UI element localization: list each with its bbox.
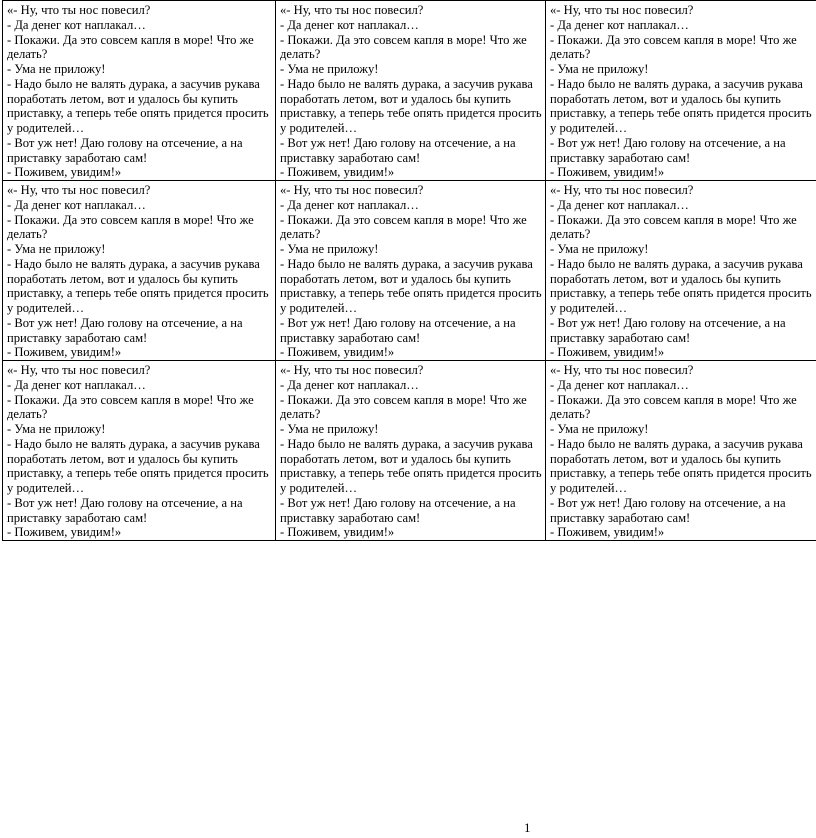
cards-row: [3, 1, 816, 181]
dialogue-line: - Поживем, увидим!»: [550, 525, 665, 540]
dialogue-line: - Покажи. Да это совсем капля в море! Что же делать?: [550, 32, 797, 62]
dialogue-line: - Покажи. Да это совсем капля в море! Что же делать?: [7, 392, 254, 422]
dialogue-line: - Надо было не валять дурака, а засучив рукава поработать летом, вот и удалось бы купить приставку, а теперь тебе опять придется просить у родителей…: [280, 436, 542, 495]
dialogue-line: - Ума не приложу!: [280, 422, 379, 436]
dialogue-line: - Вот уж нет! Даю голову на отсечение, а на приставку заработаю сам!: [280, 135, 516, 165]
dialogue-line: - Вот уж нет! Даю голову на отсечение, а на приставку заработаю сам!: [7, 495, 243, 525]
cards-body: [3, 1, 816, 541]
dialogue-line: - Вот уж нет! Даю голову на отсечение, а на приставку заработаю сам!: [7, 135, 243, 165]
dialogue-card: [276, 181, 546, 361]
dialogue-card: [546, 361, 816, 541]
dialogue-line: - Покажи. Да это совсем капля в море! Что же делать?: [280, 392, 527, 422]
dialogue-line: - Ума не приложу!: [280, 242, 379, 256]
cards-row: [3, 361, 816, 541]
dialogue-line: - Ума не приложу!: [550, 422, 649, 436]
dialogue-card: [3, 361, 276, 541]
dialogue-line: - Поживем, увидим!»: [280, 165, 395, 180]
dialogue-line: - Покажи. Да это совсем капля в море! Что же делать?: [7, 212, 254, 242]
dialogue-line: - Покажи. Да это совсем капля в море! Что же делать?: [280, 212, 527, 242]
dialogue-line: - Покажи. Да это совсем капля в море! Что же делать?: [550, 392, 797, 422]
dialogue-line: - Да денег кот наплакал…: [280, 197, 419, 212]
dialogue-line: «- Ну, что ты нос повесил?: [280, 363, 424, 377]
dialogue-line: - Поживем, увидим!»: [550, 165, 665, 180]
dialogue-card: [276, 1, 546, 181]
dialogue-line: - Да денег кот наплакал…: [280, 17, 419, 32]
dialogue-line: - Надо было не валять дурака, а засучив рукава поработать летом, вот и удалось бы купить приставку, а теперь тебе опять придется просить у родителей…: [550, 436, 812, 495]
dialogue-line: - Поживем, увидим!»: [280, 345, 395, 360]
dialogue-line: «- Ну, что ты нос повесил?: [550, 3, 694, 17]
dialogue-card: [276, 361, 546, 541]
dialogue-line: - Надо было не валять дурака, а засучив рукава поработать летом, вот и удалось бы купить приставку, а теперь тебе опять придется просить у родителей…: [550, 256, 812, 315]
dialogue-card: [546, 1, 816, 181]
dialogue-line: - Ума не приложу!: [7, 422, 106, 436]
dialogue-line: - Ума не приложу!: [7, 62, 106, 76]
dialogue-line: - Вот уж нет! Даю голову на отсечение, а на приставку заработаю сам!: [550, 315, 786, 345]
dialogue-line: - Да денег кот наплакал…: [280, 377, 419, 392]
dialogue-line: - Надо было не валять дурака, а засучив рукава поработать летом, вот и удалось бы купить приставку, а теперь тебе опять придется просить у родителей…: [280, 76, 542, 135]
page-number: 1: [524, 820, 531, 835]
dialogue-line: «- Ну, что ты нос повесил?: [280, 3, 424, 17]
dialogue-cards-table: [2, 0, 816, 541]
dialogue-line: - Вот уж нет! Даю голову на отсечение, а на приставку заработаю сам!: [7, 315, 243, 345]
dialogue-line: «- Ну, что ты нос повесил?: [7, 3, 151, 17]
dialogue-line: - Надо было не валять дурака, а засучив рукава поработать летом, вот и удалось бы купить приставку, а теперь тебе опять придется просить у родителей…: [280, 256, 542, 315]
dialogue-line: - Покажи. Да это совсем капля в море! Что же делать?: [7, 32, 254, 62]
dialogue-line: «- Ну, что ты нос повесил?: [280, 183, 424, 197]
dialogue-line: - Ума не приложу!: [7, 242, 106, 256]
dialogue-line: «- Ну, что ты нос повесил?: [7, 183, 151, 197]
dialogue-line: «- Ну, что ты нос повесил?: [550, 183, 694, 197]
dialogue-line: - Поживем, увидим!»: [7, 525, 122, 540]
dialogue-line: - Вот уж нет! Даю голову на отсечение, а на приставку заработаю сам!: [280, 315, 516, 345]
dialogue-line: - Да денег кот наплакал…: [550, 377, 689, 392]
dialogue-line: - Надо было не валять дурака, а засучив рукава поработать летом, вот и удалось бы купить приставку, а теперь тебе опять придется просить у родителей…: [7, 76, 269, 135]
dialogue-line: - Поживем, увидим!»: [7, 345, 122, 360]
dialogue-card: [3, 1, 276, 181]
dialogue-line: - Да денег кот наплакал…: [550, 17, 689, 32]
dialogue-line: - Вот уж нет! Даю голову на отсечение, а на приставку заработаю сам!: [550, 495, 786, 525]
dialogue-line: - Да денег кот наплакал…: [7, 377, 146, 392]
dialogue-line: - Ума не приложу!: [280, 62, 379, 76]
dialogue-line: - Надо было не валять дурака, а засучив рукава поработать летом, вот и удалось бы купить приставку, а теперь тебе опять придется просить у родителей…: [7, 436, 269, 495]
dialogue-line: - Ума не приложу!: [550, 62, 649, 76]
dialogue-card: [3, 181, 276, 361]
dialogue-line: «- Ну, что ты нос повесил?: [550, 363, 694, 377]
dialogue-line: - Вот уж нет! Даю голову на отсечение, а на приставку заработаю сам!: [550, 135, 786, 165]
dialogue-line: - Ума не приложу!: [550, 242, 649, 256]
dialogue-line: - Поживем, увидим!»: [550, 345, 665, 360]
dialogue-line: - Вот уж нет! Даю голову на отсечение, а на приставку заработаю сам!: [280, 495, 516, 525]
dialogue-line: - Поживем, увидим!»: [7, 165, 122, 180]
dialogue-line: - Покажи. Да это совсем капля в море! Что же делать?: [550, 212, 797, 242]
dialogue-card: [546, 181, 816, 361]
dialogue-line: - Надо было не валять дурака, а засучив рукава поработать летом, вот и удалось бы купить приставку, а теперь тебе опять придется просить у родителей…: [550, 76, 812, 135]
cards-row: [3, 181, 816, 361]
dialogue-line: «- Ну, что ты нос повесил?: [7, 363, 151, 377]
dialogue-line: - Да денег кот наплакал…: [7, 17, 146, 32]
dialogue-line: - Надо было не валять дурака, а засучив рукава поработать летом, вот и удалось бы купить приставку, а теперь тебе опять придется просить у родителей…: [7, 256, 269, 315]
dialogue-line: - Да денег кот наплакал…: [550, 197, 689, 212]
dialogue-line: - Поживем, увидим!»: [280, 525, 395, 540]
dialogue-line: - Покажи. Да это совсем капля в море! Что же делать?: [280, 32, 527, 62]
dialogue-line: - Да денег кот наплакал…: [7, 197, 146, 212]
